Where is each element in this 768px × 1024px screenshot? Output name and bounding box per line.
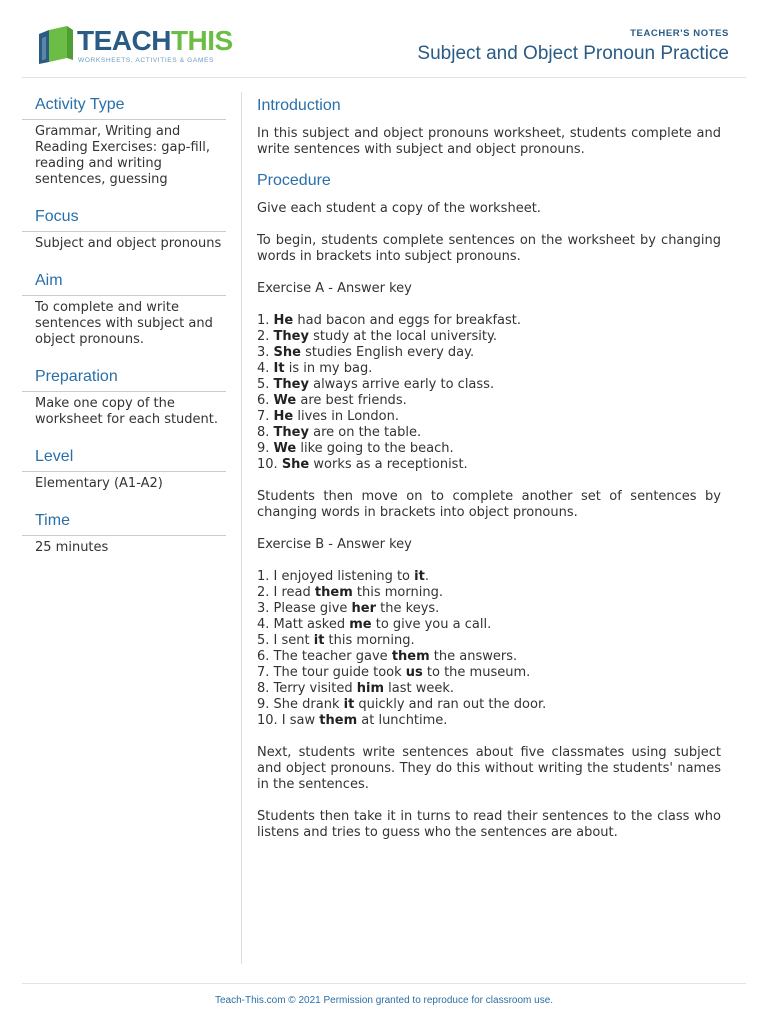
list-item: 9. She drank it quickly and ran out the door. — [257, 697, 547, 712]
procedure-paragraph-1: Give each student a copy of the worksheet. — [257, 201, 541, 216]
column-divider — [241, 92, 242, 964]
list-item: 2. I read them this morning. — [257, 585, 443, 600]
main-content — [257, 95, 721, 841]
teachers-notes-label: TEACHER'S NOTES — [630, 28, 729, 39]
exercise-b-answer-list — [257, 569, 721, 729]
list-item: 4. Matt asked me to give you a call. — [257, 617, 492, 632]
list-item: 3. She studies English every day. — [257, 345, 475, 360]
procedure-heading: Procedure — [257, 172, 331, 189]
book-icon — [37, 26, 75, 66]
level-section — [22, 446, 226, 492]
list-item: 10. She works as a receptionist. — [257, 457, 468, 472]
procedure-paragraph-5: Students then take it in turns to read their sentences to the class who listens and tries to guess who the sentences are about. — [257, 809, 721, 840]
footer-divider — [22, 983, 746, 984]
list-item: 2. They study at the local university. — [257, 329, 497, 344]
list-item: 8. They are on the table. — [257, 425, 422, 440]
list-item: 1. I enjoyed listening to it. — [257, 569, 429, 584]
preparation-section — [22, 366, 226, 428]
list-item: 3. Please give her the keys. — [257, 601, 440, 616]
time-section — [22, 510, 226, 556]
exercise-b-label: Exercise B - Answer key — [257, 537, 412, 552]
aim-text: To complete and write sentences with subject and object pronouns. — [35, 300, 213, 347]
preparation-heading: Preparation — [22, 366, 226, 392]
activity-type-heading: Activity Type — [22, 94, 226, 120]
time-text: 25 minutes — [35, 540, 109, 555]
list-item: 4. It is in my bag. — [257, 361, 373, 376]
activity-type-section — [22, 94, 226, 188]
exercise-a-label: Exercise A - Answer key — [257, 281, 412, 296]
level-heading: Level — [22, 446, 226, 472]
logo-word-this: THIS — [170, 25, 233, 56]
aim-section — [22, 270, 226, 348]
list-item: 8. Terry visited him last week. — [257, 681, 455, 696]
list-item: 10. I saw them at lunchtime. — [257, 713, 448, 728]
activity-type-text: Grammar, Writing and Reading Exercises: gap-fill, reading and writing sentences, guessing — [35, 124, 210, 187]
focus-heading: Focus — [22, 206, 226, 232]
list-item: 7. The tour guide took us to the museum. — [257, 665, 531, 680]
procedure-paragraph-3: Students then move on to complete another set of sentences by changing words in brackets into object pronouns. — [257, 489, 721, 520]
time-heading: Time — [22, 510, 226, 536]
list-item: 6. The teacher gave them the answers. — [257, 649, 518, 664]
logo-word-teach: TEACH — [77, 25, 171, 56]
list-item: 9. We like going to the beach. — [257, 441, 454, 456]
list-item: 5. I sent it this morning. — [257, 633, 415, 648]
list-item: 6. We are best friends. — [257, 393, 407, 408]
procedure-paragraph-2: To begin, students complete sentences on the worksheet by changing words in brackets into subject pronouns. — [257, 233, 721, 264]
footer-copyright: Teach-This.com © 2021 Permission granted to reproduce for classroom use. — [214, 995, 554, 1006]
teach-this-logo — [37, 24, 237, 68]
preparation-text: Make one copy of the worksheet for each student. — [35, 396, 219, 427]
introduction-text: In this subject and object pronouns worksheet, students complete and write sentences with subject and object pronouns. — [257, 126, 721, 157]
logo-tagline: WORKSHEETS, ACTIVITIES & GAMES — [78, 57, 214, 64]
list-item: 1. He had bacon and eggs for breakfast. — [257, 313, 522, 328]
sidebar — [22, 94, 226, 556]
list-item: 5. They always arrive early to class. — [257, 377, 495, 392]
list-item: 7. He lives in London. — [257, 409, 399, 424]
aim-heading: Aim — [22, 270, 226, 296]
header-divider — [22, 77, 746, 78]
page-title: Subject and Object Pronoun Practice — [417, 43, 729, 64]
exercise-a-answer-list — [257, 313, 721, 473]
introduction-heading: Introduction — [257, 97, 341, 114]
procedure-paragraph-4: Next, students write sentences about five classmates using subject and object pronouns. They do this without writing the students' names in the sentences. — [257, 745, 721, 792]
focus-text: Subject and object pronouns — [35, 236, 222, 251]
level-text: Elementary (A1-A2) — [35, 476, 163, 491]
focus-section — [22, 206, 226, 252]
